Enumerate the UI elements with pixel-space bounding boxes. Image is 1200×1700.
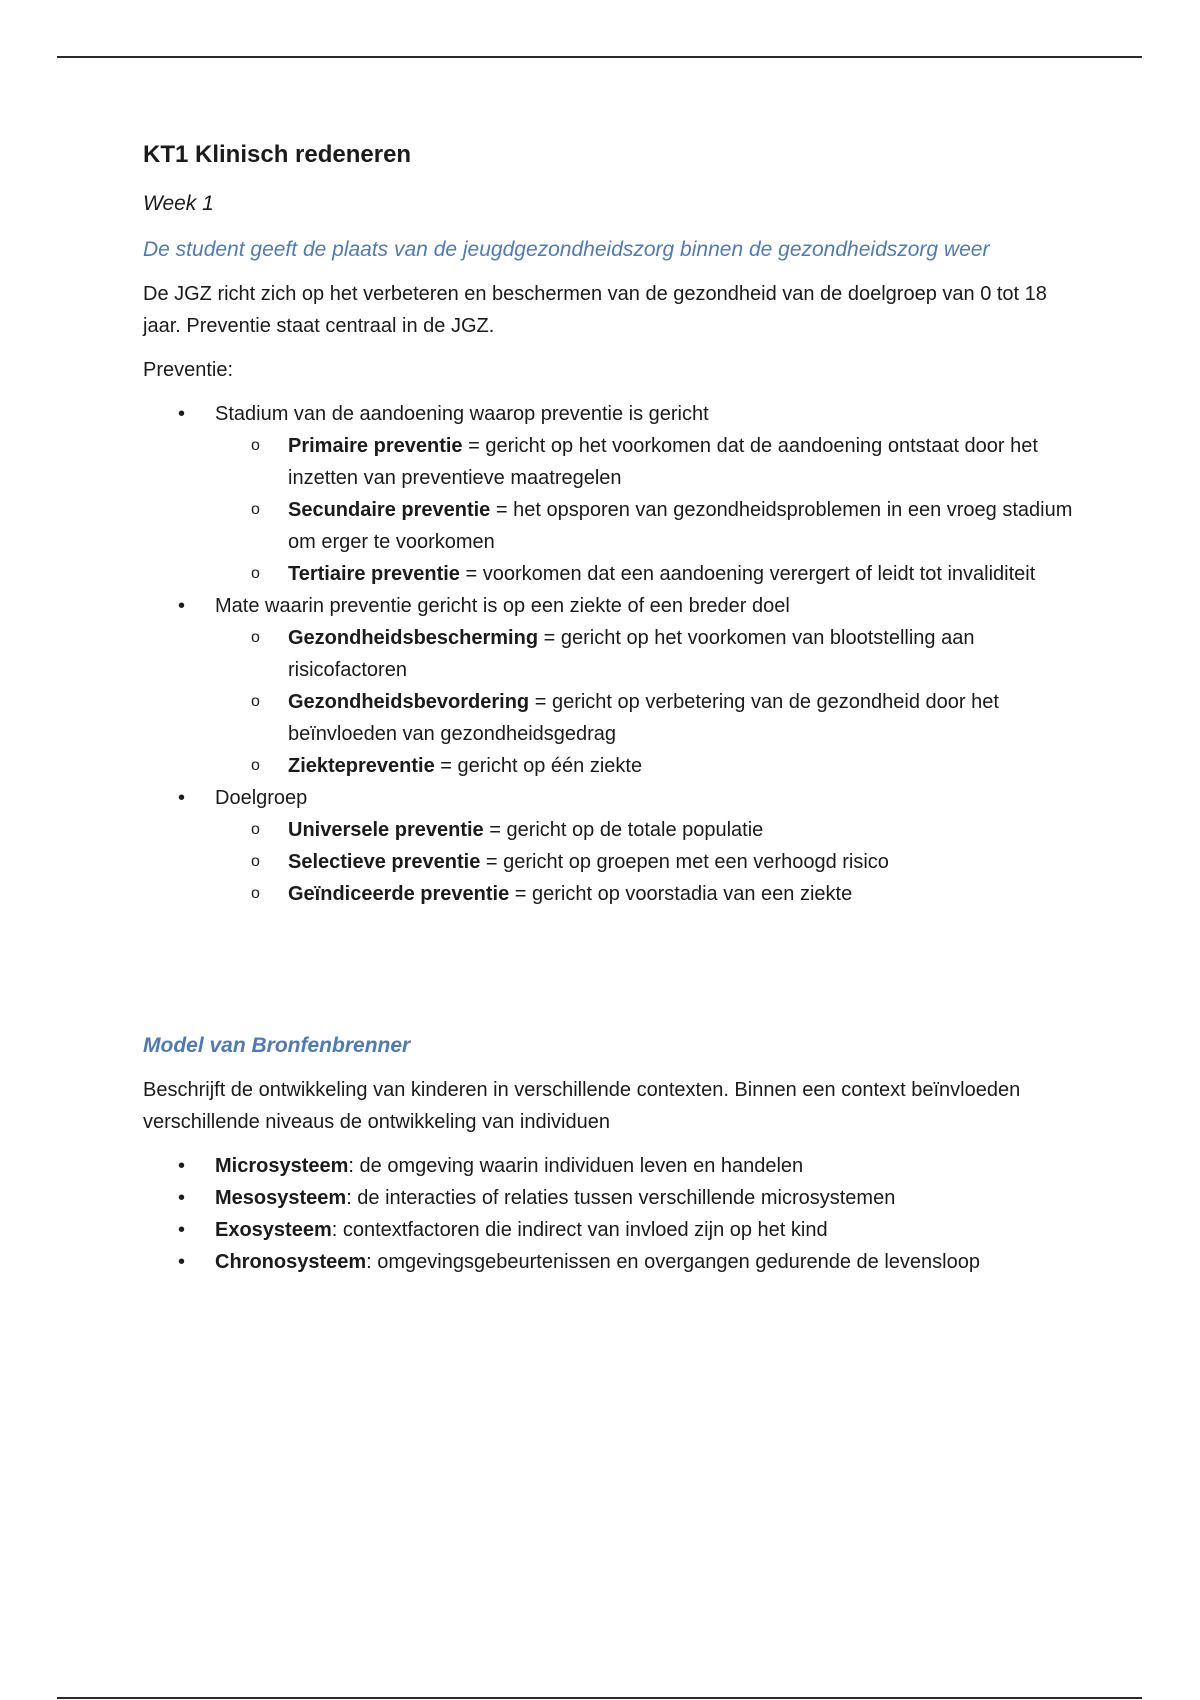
term: Exosysteem bbox=[215, 1219, 332, 1241]
term: Selectieve preventie bbox=[288, 851, 481, 873]
bullet-icon: • bbox=[178, 1155, 186, 1177]
list-item bbox=[143, 1182, 1073, 1214]
group-label: Mate waarin preventie gericht is op een ziekte of een breder doel bbox=[215, 595, 790, 617]
term: Gezondheidsbevordering bbox=[288, 691, 530, 713]
list-item bbox=[143, 494, 1073, 558]
definition: = gericht op de totale populatie bbox=[483, 819, 764, 841]
list-item bbox=[143, 878, 1073, 910]
bullet-icon: o bbox=[251, 885, 260, 902]
definition: = gericht op voorstadia van een ziekte bbox=[509, 883, 853, 905]
sub-list bbox=[215, 430, 1073, 590]
definition: : contextfactoren die indirect van invloed zijn op het kind bbox=[331, 1219, 828, 1241]
definition: = het opsporen van gezondheidsproblemen in een vroeg stadium om erger te voorkomen bbox=[288, 499, 1073, 553]
list-item bbox=[143, 1150, 1073, 1182]
term: Ziektepreventie bbox=[288, 755, 435, 777]
list-item bbox=[143, 558, 1073, 590]
term: Mesosysteem bbox=[215, 1187, 347, 1209]
spacer bbox=[143, 910, 1073, 1030]
term: Geïndiceerde preventie bbox=[288, 883, 510, 905]
bronfenbrenner-list bbox=[143, 1150, 1073, 1278]
definition: : omgevingsgebeurtenissen en overgangen gedurende de levensloop bbox=[366, 1251, 980, 1273]
list-item bbox=[143, 1214, 1073, 1246]
list-item bbox=[143, 590, 1073, 782]
document-page bbox=[143, 140, 1073, 1278]
term: Chronosysteem bbox=[215, 1251, 367, 1273]
list-item bbox=[143, 782, 1073, 910]
bullet-icon: o bbox=[251, 757, 260, 774]
list-item bbox=[143, 398, 1073, 590]
definition: = gericht op één ziekte bbox=[434, 755, 643, 777]
definition: = gericht op groepen met een verhoogd risico bbox=[480, 851, 889, 873]
bullet-icon: o bbox=[251, 437, 260, 454]
list-item bbox=[143, 1246, 1073, 1278]
bullet-icon: • bbox=[178, 1251, 186, 1273]
section2-heading: Model van Bronfenbrenner bbox=[143, 1034, 411, 1057]
bullet-icon: o bbox=[251, 629, 260, 646]
group-label: Stadium van de aandoening waarop preventie is gericht bbox=[215, 403, 709, 425]
section2-intro: Beschrijft de ontwikkeling van kinderen in verschillende contexten. Binnen een context beïnvloeden verschillende niveaus de ontwikkeling van individuen bbox=[143, 1079, 1021, 1133]
document-title: KT1 Klinisch redeneren bbox=[143, 141, 412, 168]
sub-list bbox=[215, 814, 1073, 910]
footer-rule bbox=[57, 1697, 1142, 1699]
term: Primaire preventie bbox=[288, 435, 463, 457]
definition: = gericht op het voorkomen dat de aandoening ontstaat door het inzetten van preventieve maatregelen bbox=[288, 435, 1038, 489]
bullet-icon: o bbox=[251, 565, 260, 582]
week-label: Week 1 bbox=[143, 192, 214, 215]
term: Microsysteem bbox=[215, 1155, 349, 1177]
bullet-icon: • bbox=[178, 1219, 186, 1241]
list-item bbox=[143, 430, 1073, 494]
bullet-icon: o bbox=[251, 501, 260, 518]
sub-list bbox=[215, 622, 1073, 782]
bullet-icon: o bbox=[251, 693, 260, 710]
term: Secundaire preventie bbox=[288, 499, 491, 521]
bullet-icon: o bbox=[251, 853, 260, 870]
preventie-label: Preventie: bbox=[143, 359, 234, 381]
definition: = gericht op verbetering van de gezondheid door het beïnvloeden van gezondheidsgedrag bbox=[288, 691, 999, 745]
header-rule bbox=[57, 56, 1142, 58]
bullet-icon: • bbox=[178, 1187, 186, 1209]
list-item bbox=[143, 750, 1073, 782]
group-label: Doelgroep bbox=[215, 787, 308, 809]
definition: = gericht op het voorkomen van blootstelling aan risicofactoren bbox=[288, 627, 975, 681]
term: Tertiaire preventie bbox=[288, 563, 460, 585]
list-item bbox=[143, 686, 1073, 750]
preventie-list bbox=[143, 398, 1073, 910]
section1-heading: De student geeft de plaats van de jeugdgezondheidszorg binnen de gezondheidszorg weer bbox=[143, 238, 990, 261]
list-item bbox=[143, 622, 1073, 686]
bullet-icon: • bbox=[178, 403, 186, 425]
definition: : de interacties of relaties tussen verschillende microsystemen bbox=[346, 1187, 896, 1209]
bullet-icon: o bbox=[251, 821, 260, 838]
definition: : de omgeving waarin individuen leven en handelen bbox=[348, 1155, 804, 1177]
list-item bbox=[143, 846, 1073, 878]
bullet-icon: • bbox=[178, 595, 186, 617]
term: Gezondheidsbescherming bbox=[288, 627, 539, 649]
bullet-icon: • bbox=[178, 787, 186, 809]
definition: = voorkomen dat een aandoening verergert of leidt tot invaliditeit bbox=[459, 563, 1036, 585]
list-item bbox=[143, 814, 1073, 846]
section1-intro: De JGZ richt zich op het verbeteren en beschermen van de gezondheid van de doelgroep van 0 tot 18 jaar. Preventie staat centraal in de JGZ. bbox=[143, 283, 1047, 337]
term: Universele preventie bbox=[288, 819, 484, 841]
